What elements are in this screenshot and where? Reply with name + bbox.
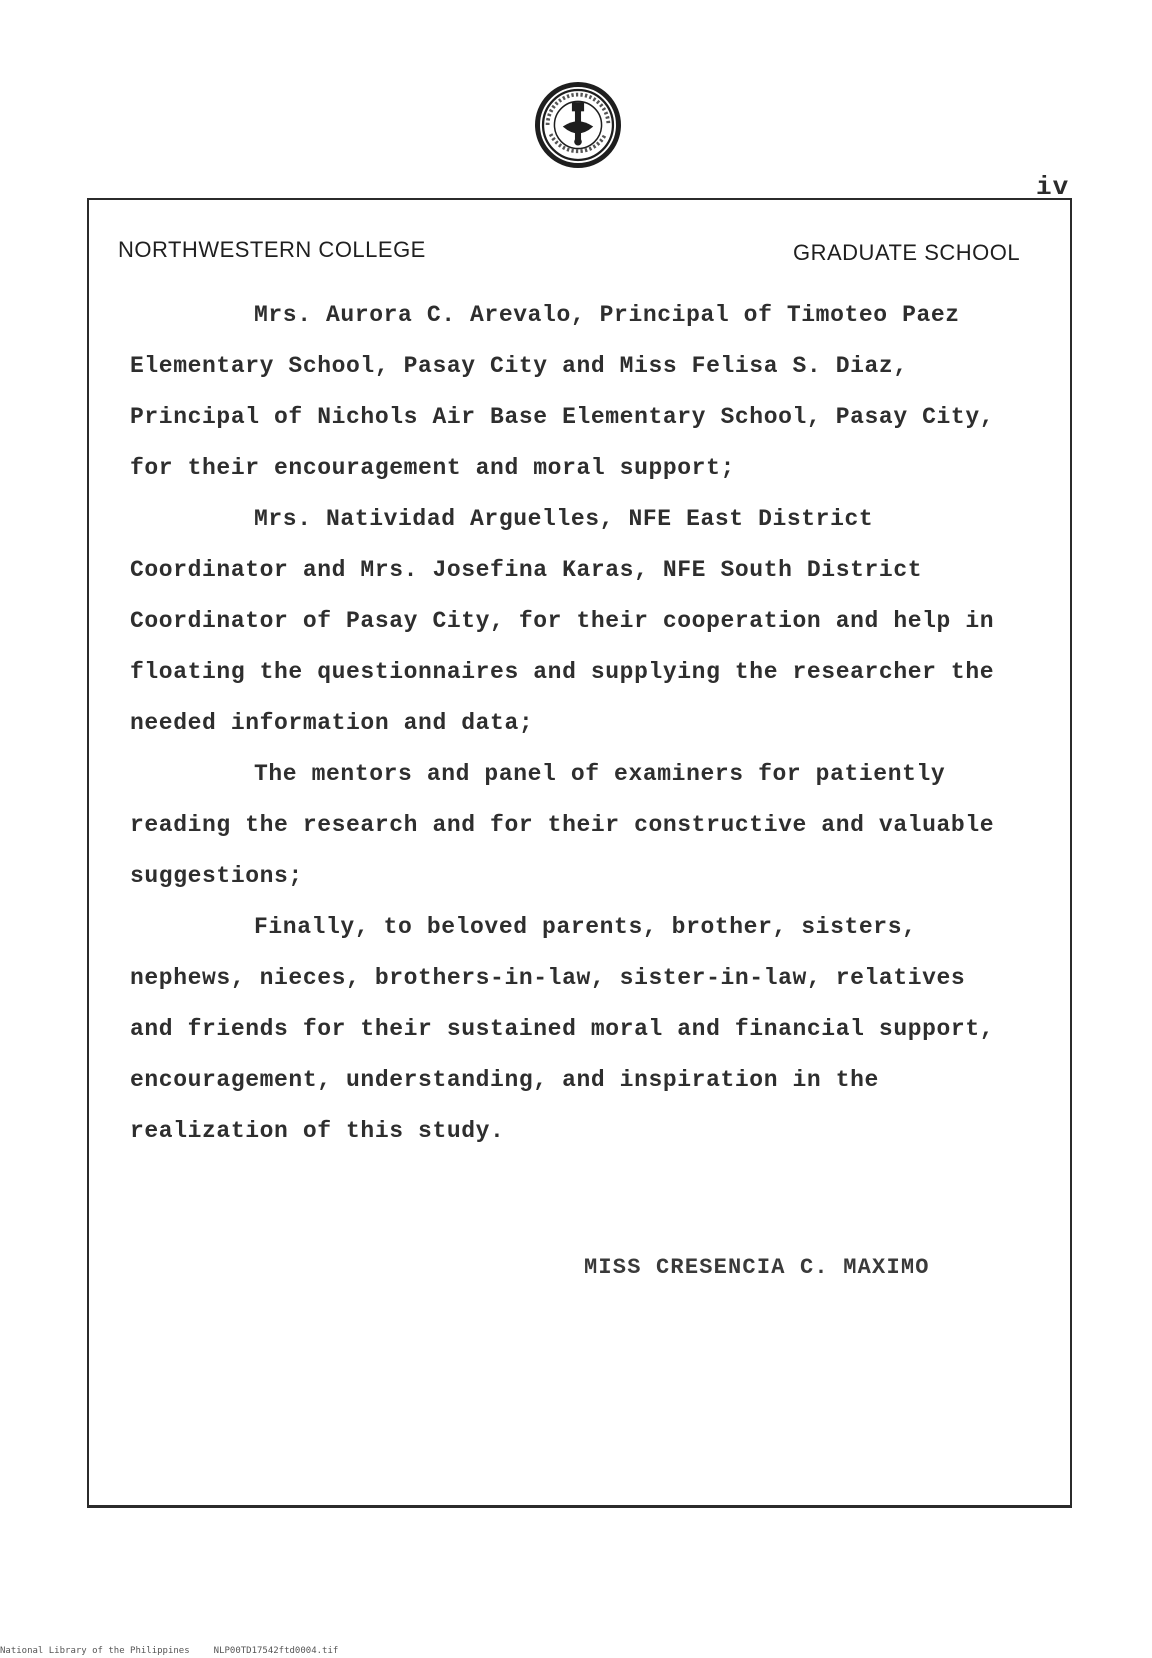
college-seal-icon: [535, 82, 621, 168]
library-name: National Library of the Philippines: [0, 1646, 190, 1656]
acknowledgment-body: [130, 290, 1010, 1157]
institution-name: NORTHWESTERN COLLEGE: [118, 237, 426, 262]
paragraph-family: Finally, to beloved parents, brother, sisters, nephews, nieces, brothers-in-law, sister-in-law, relatives and friends for their sustained moral and financial support, encouragement, understanding, and inspiration in the realization of this study.: [130, 914, 995, 1144]
author-signature: MISS CRESENCIA C. MAXIMO: [584, 1255, 930, 1280]
paragraph-mentors: The mentors and panel of examiners for patiently reading the research and for their constructive and valuable suggestions;: [130, 761, 995, 889]
scan-footer: [0, 1646, 362, 1656]
department-name: GRADUATE SCHOOL: [793, 240, 1021, 265]
page-number: iv: [1036, 172, 1070, 202]
paragraph-coordinators: Mrs. Natividad Arguelles, NFE East District Coordinator and Mrs. Josefina Karas, NFE South District Coordinator of Pasay City, for their cooperation and help in floating the questionnaires and supplying the researcher the needed information and data;: [130, 506, 995, 736]
file-id: NLP00TD17542ftd0004.tif: [213, 1646, 339, 1656]
paragraph-principals: Mrs. Aurora C. Arevalo, Principal of Timoteo Paez Elementary School, Pasay City and Miss Felisa S. Diaz, Principal of Nichols Air Base Elementary School, Pasay City, for their encouragement and moral support;: [130, 302, 995, 481]
